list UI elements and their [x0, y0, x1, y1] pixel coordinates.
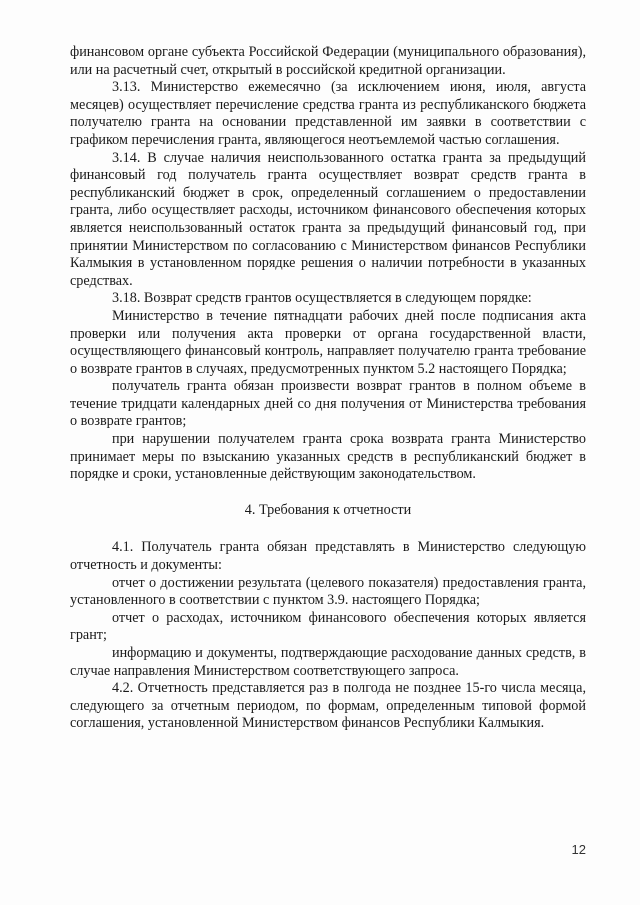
paragraph-3-13: 3.13. Министерство ежемесячно (за исключением июня, июля, августа месяцев) осуществляет перечисление средства гранта из республиканского бюджета получателю гранта на основании представленной им заявки в соответствии с графиком перечисления гранта, являющегося неотъемлемой частью соглашения.	[70, 79, 586, 148]
page-number: 12	[571, 842, 586, 857]
paragraph-report-results: отчет о достижении результата (целевого показателя) предоставления гранта, установленного в соответствии с пунктом 3.9. настоящего Порядка;	[70, 574, 586, 609]
document-body	[70, 44, 586, 733]
paragraph-4-2: 4.2. Отчетность представляется раз в полгода не позднее 15-го числа месяца, следующего за отчетным периодом, по формам, определенным типовой формой соглашения, установленной Министерством финансов Республики Калмыкия.	[70, 680, 586, 732]
section-heading: 4. Требования к отчетности	[244, 501, 412, 518]
paragraph-4-1: 4.1. Получатель гранта обязан представлять в Министерство следующую отчетность и документы:	[70, 539, 586, 574]
paragraph-3-14: 3.14. В случае наличия неиспользованного остатка гранта за предыдущий финансовый год получатель гранта осуществляет возврат средств гранта в республиканский бюджет в срок, определенный соглашением о предоставлении гранта, либо осуществляет расходы, источником финансового обеспечения которых является неиспользованный остаток гранта за предыдущий финансовый год, при принятии Министерством по согласованию с Министерством финансов Республики Калмыкия в установленном порядке решения о наличии потребности в указанных средствах.	[70, 149, 586, 289]
paragraph-3-18: 3.18. Возврат средств грантов осуществляется в следующем порядке:	[112, 290, 532, 307]
paragraph-recipient-return: получатель гранта обязан произвести возврат грантов в полном объеме в течение тридцати календарных дней со дня получения от Министерства требования о возврате грантов;	[70, 378, 586, 430]
paragraph-ministry-deadline: Министерство в течение пятнадцати рабочих дней после подписания акта проверки или получения акта проверки от органа государственной власти, осуществляющего финансовый контроль, направляет получателю гранта требование о возврате грантов в случаях, предусмотренных пунктом 5.2 настоящего Порядка;	[70, 307, 586, 377]
paragraph-report-expenses: отчет о расходах, источником финансового обеспечения которых является грант;	[70, 609, 586, 644]
paragraph-information-documents: информацию и документы, подтверждающие расходование данных средств, в случае направления Министерством соответствующего запроса.	[70, 645, 586, 679]
paragraph-continuation: финансовом органе субъекта Российской Федерации (муниципального образования), или на расчетный счет, открытый в российской кредитной организации.	[70, 44, 586, 78]
paragraph-violation-measures: при нарушении получателем гранта срока возврата гранта Министерство принимает меры по взысканию указанных средств в республиканский бюджет в порядке и сроки, установленные действующим законодательством.	[70, 431, 586, 483]
